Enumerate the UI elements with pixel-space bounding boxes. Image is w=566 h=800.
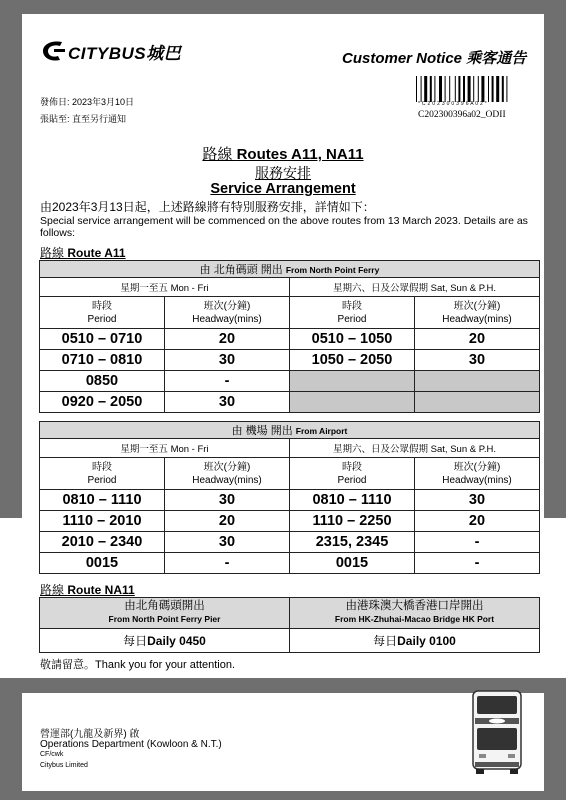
weekday-headway: - — [165, 371, 290, 392]
na11-origin-north-point — [40, 598, 290, 629]
routes-title — [0, 143, 566, 164]
col-headway — [165, 458, 290, 490]
routes-title-en: Routes A11, NA11 — [236, 146, 364, 163]
barcode-text: * C 2 0 2 3 0 0 3 9 6 A 0 2 * — [418, 101, 488, 107]
weekend-zh: 星期六、日及公眾假期 — [333, 283, 431, 294]
section-title-zh: 由 機場 開出 — [231, 425, 296, 437]
col-period — [290, 458, 415, 490]
weekend-headway: 30 — [415, 350, 540, 371]
weekend-headway: - — [415, 553, 540, 574]
table-row — [40, 490, 540, 511]
weekend-headway: 30 — [415, 490, 540, 511]
origin-en: From HK-Zhuhai-Macao Bridge HK Port — [334, 614, 495, 624]
arrangement-title-en: Service Arrangement — [210, 181, 356, 197]
weekday-headway: 30 — [165, 490, 290, 511]
weekday-period: 0920 – 2050 — [40, 392, 165, 413]
double-decker-bus-icon — [470, 689, 524, 775]
posting-period: 張貼至: 直至另行通知 — [40, 114, 127, 124]
weekend-period: 0810 – 1110 — [290, 490, 415, 511]
section-title — [40, 422, 540, 439]
daily-en: Daily 0100 — [397, 634, 456, 648]
daily-zh: 每日 — [123, 634, 148, 648]
na11-departure-north-point — [40, 629, 290, 653]
empty-cell — [290, 392, 415, 413]
citybus-swoosh-icon — [40, 38, 66, 64]
weekday-period: 0510 – 0710 — [40, 329, 165, 350]
table-row — [40, 511, 540, 532]
weekday-en: Mon - Fri — [170, 283, 209, 294]
weekend-headway: 20 — [415, 511, 540, 532]
origin-zh: 由北角碼頭開出 — [124, 600, 205, 612]
empty-cell — [415, 392, 540, 413]
weekday-period: 1110 – 2010 — [40, 511, 165, 532]
col-period-en: Period — [337, 313, 367, 325]
arrangement-title-zh: 服務安排 — [255, 165, 311, 181]
col-period-zh: 時段 — [92, 461, 112, 473]
intro-text-en: Special service arrangement will be commenced on the above routes from 13 March 2023. Details are as follows: — [40, 215, 528, 239]
col-headway-zh: 班次(分鐘) — [453, 461, 501, 473]
weekday-period: 2010 – 2340 — [40, 532, 165, 553]
route-na11-label-zh: 路線 — [40, 583, 68, 597]
weekday-headway: 30 — [165, 350, 290, 371]
col-period — [40, 297, 165, 329]
table-row — [40, 329, 540, 350]
department-en: Operations Department (Kowloon & N.T.) — [40, 739, 222, 750]
weekday-period: 0710 – 0810 — [40, 350, 165, 371]
weekend-period: 1110 – 2250 — [290, 511, 415, 532]
weekday-header — [40, 278, 290, 297]
intro-text-zh: 由2023年3月13日起，上述路線將有特別服務安排，詳情如下： — [40, 200, 375, 214]
route-a11-label-en: Route A11 — [67, 246, 126, 260]
col-headway-zh: 班次(分鐘) — [203, 300, 251, 312]
routes-title-zh: 路線 — [202, 146, 237, 163]
weekend-period: 2315, 2345 — [290, 532, 415, 553]
schedule-from-north-point — [39, 260, 540, 413]
col-headway — [165, 297, 290, 329]
route-a11-label — [40, 244, 126, 261]
citybus-logo — [40, 38, 181, 64]
col-period-en: Period — [87, 474, 117, 486]
weekend-header — [290, 439, 540, 458]
notice-code: C202300396a02_ODII — [418, 110, 506, 120]
weekend-header — [290, 278, 540, 297]
col-headway-en: Headway(mins) — [442, 474, 512, 486]
table-row — [40, 532, 540, 553]
origin-zh: 由港珠澳大橋香港口岸開出 — [345, 600, 484, 612]
weekend-headway: 20 — [415, 329, 540, 350]
empty-cell — [415, 371, 540, 392]
route-na11-label-en: Route NA11 — [67, 583, 135, 597]
weekend-period: 1050 – 2050 — [290, 350, 415, 371]
company-name: Citybus Limited — [40, 762, 88, 769]
na11-origin-hzmb — [290, 598, 540, 629]
col-period-zh: 時段 — [342, 461, 362, 473]
section-title-en: From North Point Ferry — [285, 265, 380, 275]
weekend-en: Sat, Sun & P.H. — [430, 444, 496, 455]
col-headway-zh: 班次(分鐘) — [453, 300, 501, 312]
table-row — [40, 350, 540, 371]
col-period-zh: 時段 — [92, 300, 112, 312]
schedule-route-na11 — [39, 597, 540, 653]
daily-zh: 每日 — [373, 634, 398, 648]
weekday-header — [40, 439, 290, 458]
na11-departure-hzmb — [290, 629, 540, 653]
weekday-headway: 30 — [165, 392, 290, 413]
col-period — [290, 297, 415, 329]
col-headway-en: Headway(mins) — [192, 474, 262, 486]
empty-cell — [290, 371, 415, 392]
col-headway — [415, 297, 540, 329]
col-headway — [415, 458, 540, 490]
weekend-zh: 星期六、日及公眾假期 — [333, 444, 431, 455]
section-title-en: From Airport — [295, 426, 348, 436]
route-a11-label-zh: 路線 — [40, 246, 68, 260]
reference-code: CF/cwk — [40, 751, 64, 758]
weekend-headway: - — [415, 532, 540, 553]
background-white-gap-right — [544, 518, 566, 678]
table-row — [40, 553, 540, 574]
col-period-zh: 時段 — [342, 300, 362, 312]
weekend-en: Sat, Sun & P.H. — [430, 283, 496, 294]
col-period-en: Period — [337, 474, 367, 486]
background-white-gap — [0, 518, 22, 678]
col-headway-en: Headway(mins) — [192, 313, 262, 325]
department-zh: 營運部(九龍及新界) 啟 — [40, 729, 140, 740]
weekday-period: 0810 – 1110 — [40, 490, 165, 511]
weekday-headway: 20 — [165, 329, 290, 350]
origin-en: From North Point Ferry Pier — [108, 614, 221, 624]
route-na11-label — [40, 581, 135, 598]
weekday-headway: - — [165, 553, 290, 574]
weekday-en: Mon - Fri — [170, 444, 209, 455]
weekday-headway: 30 — [165, 532, 290, 553]
barcode-icon — [416, 76, 526, 102]
brand-name: CITYBUS城巴 — [68, 43, 182, 63]
weekend-period: 0015 — [290, 553, 415, 574]
section-title-zh: 由 北角碼頭 開出 — [199, 264, 286, 276]
weekend-period: 0510 – 1050 — [290, 329, 415, 350]
weekday-headway: 20 — [165, 511, 290, 532]
issue-date: 發佈日: 2023年3月10日 — [40, 97, 135, 107]
weekday-period: 0015 — [40, 553, 165, 574]
daily-en: Daily 0450 — [147, 634, 206, 648]
col-period — [40, 458, 165, 490]
notice-title: Customer Notice 乘客通告 — [342, 50, 527, 67]
section-title — [40, 261, 540, 278]
weekday-period: 0850 — [40, 371, 165, 392]
thanks-text: 敬請留意。Thank you for your attention. — [40, 659, 236, 671]
col-headway-en: Headway(mins) — [442, 313, 512, 325]
table-row — [40, 392, 540, 413]
table-row — [40, 371, 540, 392]
weekday-zh: 星期一至五 — [120, 283, 171, 294]
col-headway-zh: 班次(分鐘) — [203, 461, 251, 473]
schedule-from-airport — [39, 421, 540, 574]
weekday-zh: 星期一至五 — [120, 444, 171, 455]
col-period-en: Period — [87, 313, 117, 325]
